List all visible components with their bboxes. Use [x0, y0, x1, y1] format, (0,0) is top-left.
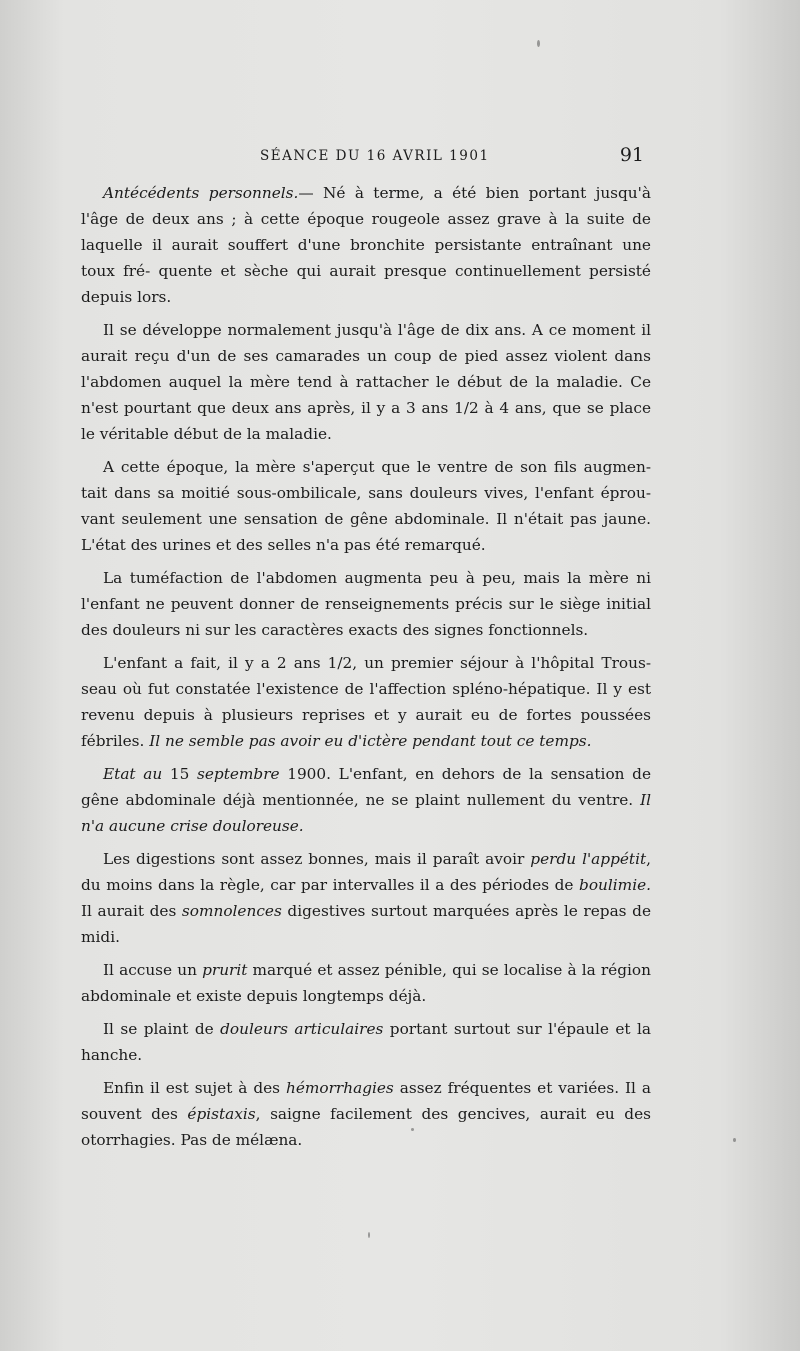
italic-run: Etat au: [103, 765, 170, 783]
text-run: La tuméfaction de l'abdomen augmenta peu à peu, mais la mère ni l'enfant ne peuvent donner de renseignements précis sur le siège initial des douleurs ni sur les caractères exacts des signes fonctionnels.: [81, 569, 651, 639]
text-run: 15: [169, 765, 197, 783]
paper-speck: [368, 1232, 370, 1238]
text-run: assez fréquentes et variées. Il a souvent des: [81, 1079, 651, 1123]
italic-run: épistaxis: [187, 1105, 256, 1123]
text-run: Il se développe normalement jusqu'à l'âge de dix ans. A ce moment il aurait reçu d'un de ses camarades un coup de pied assez violent dans l'abdomen auquel la mère tend à rattacher le début de la maladie. Ce n'est pourtant que deux ans après, il y a 3 ans 1/2 à 4 ans, que se place le véritable début de la maladie.: [81, 321, 651, 443]
paragraph-development: [81, 317, 651, 447]
italic-run: Il n'a aucune crise douloreuse.: [81, 791, 651, 835]
text-run: Il aurait des: [81, 902, 182, 920]
text-run: , saigne facilement des gencives, aurait eu des otorrhagies. Pas de mélæna.: [81, 1105, 651, 1149]
text-run: marqué et assez pénible, qui se localise à la région abdominale et existe depuis longtemps déjà.: [81, 961, 651, 1005]
paper-speck: [733, 1138, 736, 1142]
italic-run: Il ne semble pas avoir eu d'ictère pendant tout ce temps.: [149, 732, 592, 750]
italic-run: somnolences: [181, 902, 282, 920]
text-run: A cette époque, la mère s'aperçut que le ventre de son fils augmen- tait dans sa moitié sous-ombilicale, sans douleurs vives, l'enfant éprou- vant seulement une sensation de gêne abdominale. Il n'était pas jaune. L'état des urines et des selles n'a pas été remarqué.: [81, 458, 651, 554]
italic-run: prurit: [202, 961, 248, 979]
text-run: digestives surtout marquées après le repas de midi.: [81, 902, 651, 946]
paragraph-prurit: [81, 957, 651, 1009]
italic-run: septembre: [197, 765, 288, 783]
page-number: 91: [619, 144, 644, 166]
running-head: [80, 144, 650, 172]
italic-run: Antécédents personnels.: [103, 184, 299, 202]
paragraph-articular-pain: [81, 1016, 651, 1068]
paper-speck: [537, 40, 540, 47]
text-run: L'enfant a fait, il y a 2 ans 1/2, un premier séjour à l'hôpital Trous- seau où fut constatée l'existence de l'affection spléno-hépatique. Il y est revenu depuis à plusieurs reprises et y aurait eu de fortes poussées fébriles.: [81, 654, 651, 750]
paragraph-hemorrhages: [81, 1075, 651, 1153]
paragraph-tumefaction: [81, 565, 651, 643]
paragraph-state-september: [81, 761, 651, 839]
paragraph-digestions: [81, 846, 651, 950]
body-text: [81, 180, 651, 1160]
running-title: SÉANCE DU 16 AVRIL 1901: [260, 148, 490, 164]
text-run: Il se plaint de: [103, 1020, 221, 1038]
text-run: , du moins dans la règle, car par intervalles il a des périodes de: [81, 850, 651, 894]
text-run: 1900. L'enfant, en dehors de la sensation de gêne abdominale déjà mentionnée, ne se plaint nullement du ventre.: [81, 765, 652, 809]
text-run: Enfin il est sujet à des: [103, 1079, 286, 1097]
text-run: Il accuse un: [103, 961, 203, 979]
italic-run: hémorrhagies: [285, 1079, 394, 1097]
italic-run: boulimie.: [579, 876, 651, 894]
italic-run: douleurs articulaires: [220, 1020, 384, 1038]
text-run: Les digestions sont assez bonnes, mais il paraît avoir: [103, 850, 531, 868]
paragraph-hospital-stay: [81, 650, 651, 754]
text-run: portant surtout sur l'épaule et la hanche.: [81, 1020, 652, 1064]
paragraph-onset: [81, 454, 651, 558]
paper-speck: [411, 1128, 414, 1131]
paragraph-antecedents: [81, 180, 651, 310]
italic-run: perdu l'appétit: [530, 850, 647, 868]
text-run: — Né à terme, a été bien portant jusqu'à l'âge de deux ans ; à cette époque rougeole assez grave à la suite de laquelle il aurait souffert d'une bronchite persistante entraînant une toux fré- quente et sèche qui aurait presque continuellement persisté depuis lors.: [81, 184, 651, 306]
